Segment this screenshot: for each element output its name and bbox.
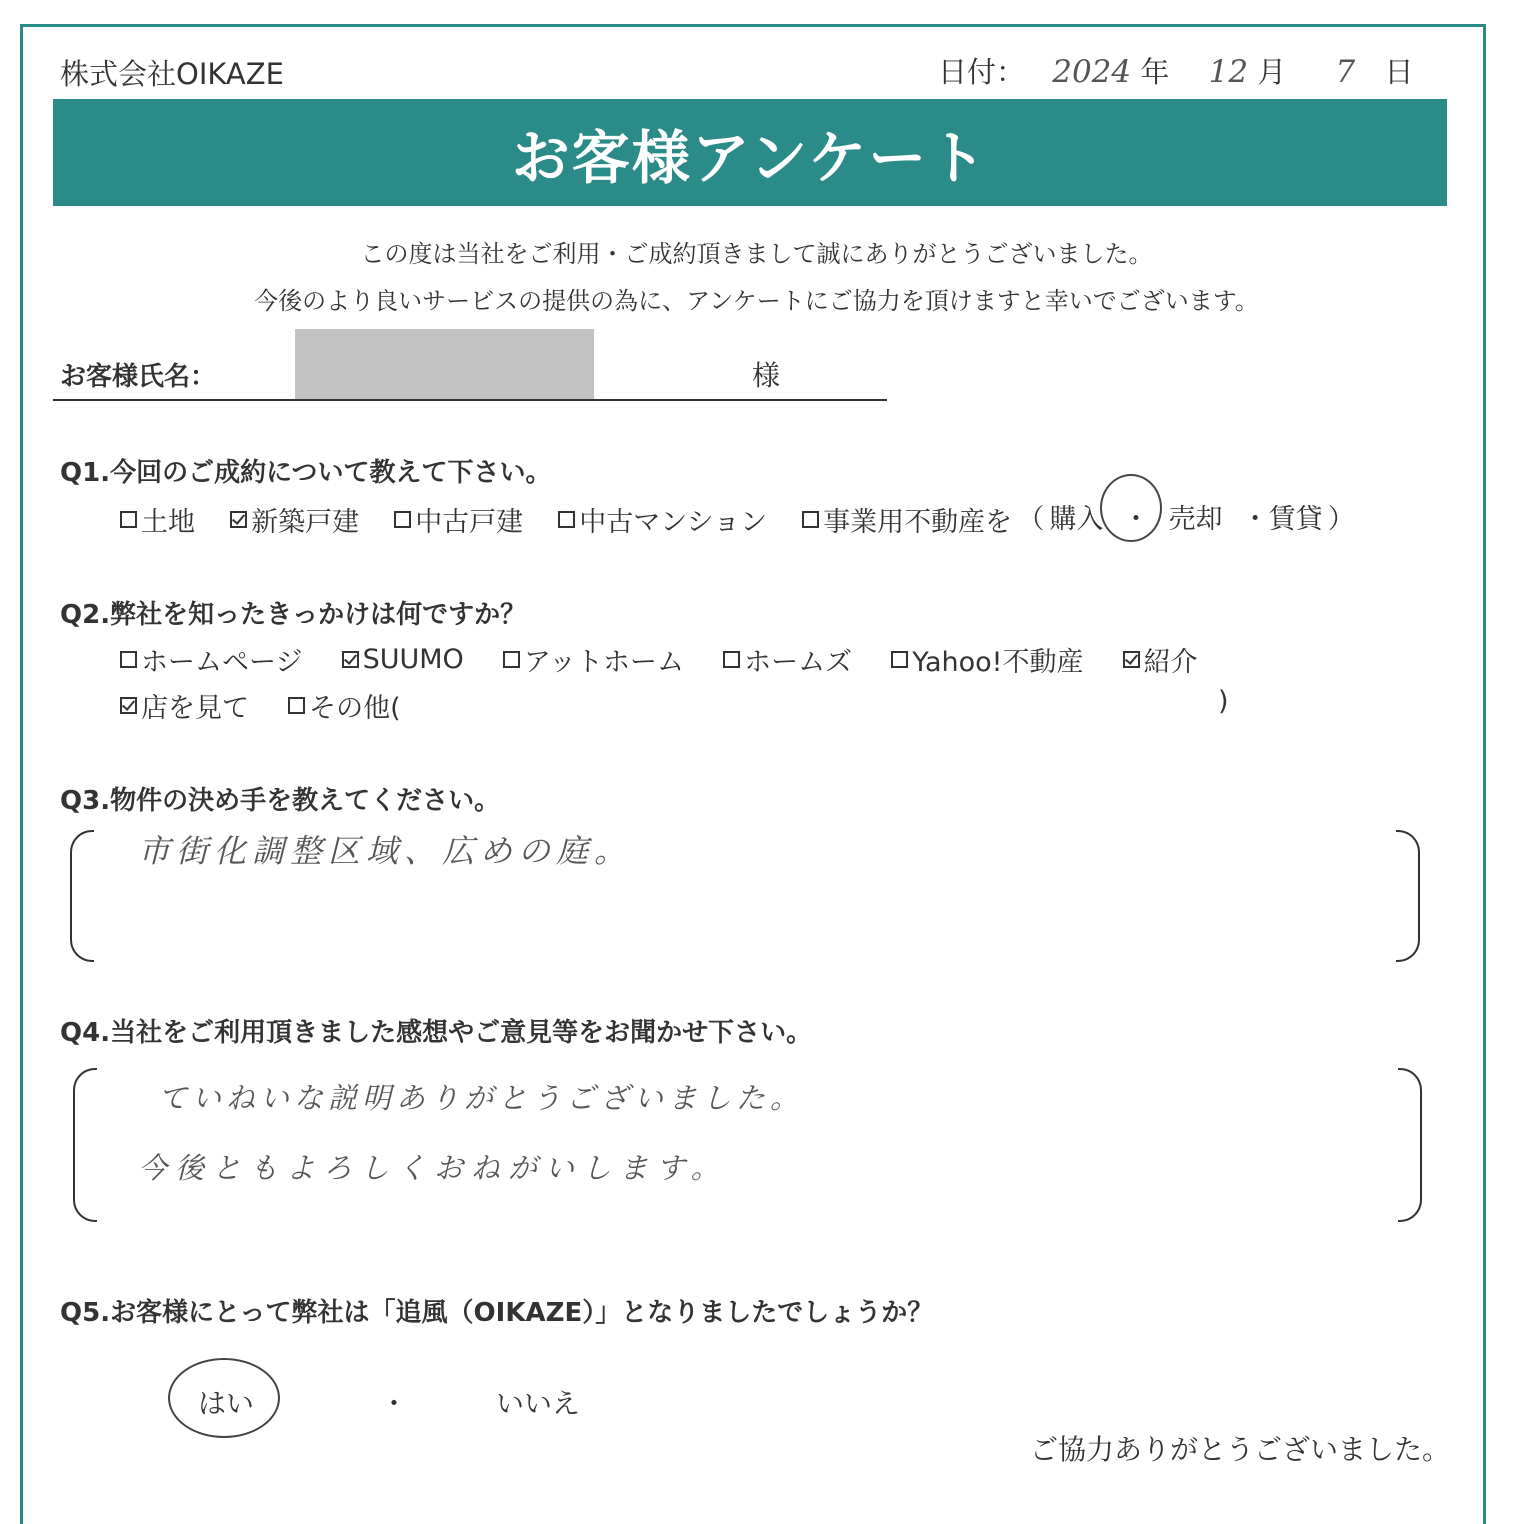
q5-yes[interactable]: はい	[198, 1387, 255, 1420]
q2-option-athome[interactable]	[503, 640, 684, 679]
checkbox[interactable]	[120, 511, 137, 528]
q4-answer-line-1: ていねいな説明ありがとうございました。	[158, 1081, 805, 1115]
q2-option-homepage[interactable]	[120, 640, 302, 679]
checkbox[interactable]	[288, 697, 305, 714]
checkbox-checked[interactable]	[120, 697, 137, 714]
checkbox[interactable]	[503, 651, 520, 668]
q4-bracket-left	[73, 1068, 97, 1222]
date-year-unit: 年	[1140, 55, 1170, 89]
q2-options-row1	[120, 640, 1198, 679]
q4-answer-line-2: 今後ともよろしくおねがいします。	[138, 1151, 728, 1185]
page-title: お客様アンケート	[511, 123, 989, 192]
option-label: その他(	[309, 693, 401, 724]
option-label: SUUMO	[362, 644, 464, 675]
option-label: 土地	[141, 507, 195, 538]
option-label: ホームズ	[744, 647, 853, 678]
q4-title: Q4.当社をご利用頂きました感想やご意見等をお聞かせ下さい。	[60, 1018, 813, 1048]
q1-sub-sell[interactable]: 売却	[1168, 504, 1223, 535]
q1-sep: ・	[1122, 504, 1150, 535]
q2-option-store[interactable]	[120, 686, 249, 725]
date-row	[938, 50, 1413, 91]
date-day-unit: 日	[1384, 55, 1414, 89]
checkbox[interactable]	[723, 651, 740, 668]
date-month: 12	[1208, 54, 1249, 90]
circle-mark-buy	[1100, 474, 1162, 542]
honorific: 様	[752, 359, 781, 392]
option-label: 店を見て	[141, 693, 249, 724]
checkbox[interactable]	[394, 511, 411, 528]
option-label: 紹介	[1143, 647, 1198, 678]
checkbox[interactable]	[802, 511, 819, 528]
checkbox-checked[interactable]	[342, 651, 359, 668]
q1-option-used-house[interactable]	[394, 500, 523, 539]
option-label: 新築戸建	[251, 507, 360, 538]
q5-no[interactable]: いいえ	[496, 1387, 581, 1420]
option-label: 中古マンション	[579, 507, 768, 538]
intro-line-1: この度は当社をご利用・ご成約頂きまして誠にありがとうございました。	[360, 240, 1153, 268]
q4-bracket-right	[1398, 1068, 1422, 1222]
q1-sub-rent[interactable]: ・賃貸	[1241, 504, 1323, 535]
date-day: 7	[1335, 54, 1356, 90]
q1-option-business[interactable]	[802, 500, 1012, 539]
checkbox[interactable]	[120, 651, 137, 668]
q5-sep: ・	[380, 1387, 409, 1420]
q3-answer: 市街化調整区域、広めの庭。	[138, 832, 633, 870]
q2-other-close: )	[1218, 686, 1229, 717]
option-label: 事業用不動産を	[823, 507, 1013, 538]
checkbox[interactable]	[891, 651, 908, 668]
option-label: ホームページ	[141, 647, 303, 678]
q1-paren-open: （	[1017, 504, 1045, 535]
date-month-unit: 月	[1257, 55, 1287, 89]
q2-option-homes[interactable]	[723, 640, 852, 679]
q3-title: Q3.物件の決め手を教えてください。	[60, 786, 501, 816]
q2-option-other[interactable]	[288, 686, 401, 725]
q1-option-land[interactable]	[120, 500, 195, 539]
date-year: 2024	[1052, 54, 1132, 90]
sub-buy-label: 購入	[1049, 504, 1104, 535]
circle-mark-yes	[168, 1358, 280, 1438]
option-label: アットホーム	[523, 647, 684, 678]
q3-bracket-left	[70, 830, 94, 962]
q2-option-yahoo[interactable]	[891, 640, 1083, 679]
redacted-name	[295, 329, 594, 399]
checkbox[interactable]	[558, 511, 575, 528]
option-label: 中古戸建	[415, 507, 524, 538]
date-label: 日付：	[938, 55, 1026, 89]
q1-sub-buy[interactable]	[1049, 497, 1103, 536]
q2-title: Q2.弊社を知ったきっかけは何ですか？	[60, 600, 527, 630]
q1-option-used-mansion[interactable]	[558, 500, 767, 539]
q1-title: Q1.今回のご成約について教えて下さい。	[60, 458, 552, 488]
name-underline	[53, 399, 887, 401]
q2-option-referral[interactable]	[1123, 640, 1198, 679]
intro-line-2: 今後のより良いサービスの提供の為に、アンケートにご協力を頂けますと幸いでございます。	[254, 287, 1259, 315]
footer-thanks: ご協力ありがとうございました。	[1030, 1433, 1451, 1466]
q2-options-row2	[120, 686, 401, 725]
checkbox-checked[interactable]	[230, 511, 247, 528]
q5-title: Q5.お客様にとって弊社は「追風（OIKAZE）」となりましたでしょうか？	[60, 1298, 934, 1328]
customer-name-label: お客様氏名：	[60, 362, 217, 392]
q2-option-suumo[interactable]	[342, 644, 464, 675]
title-banner	[53, 99, 1447, 206]
q1-option-new-house[interactable]	[230, 500, 359, 539]
q1-paren-close: ）	[1327, 504, 1355, 535]
q3-bracket-right	[1396, 830, 1420, 962]
q1-options	[120, 497, 1355, 539]
option-label: Yahoo!不動産	[912, 647, 1084, 678]
company-name: 株式会社OIKAZE	[60, 57, 284, 91]
checkbox-checked[interactable]	[1123, 651, 1140, 668]
